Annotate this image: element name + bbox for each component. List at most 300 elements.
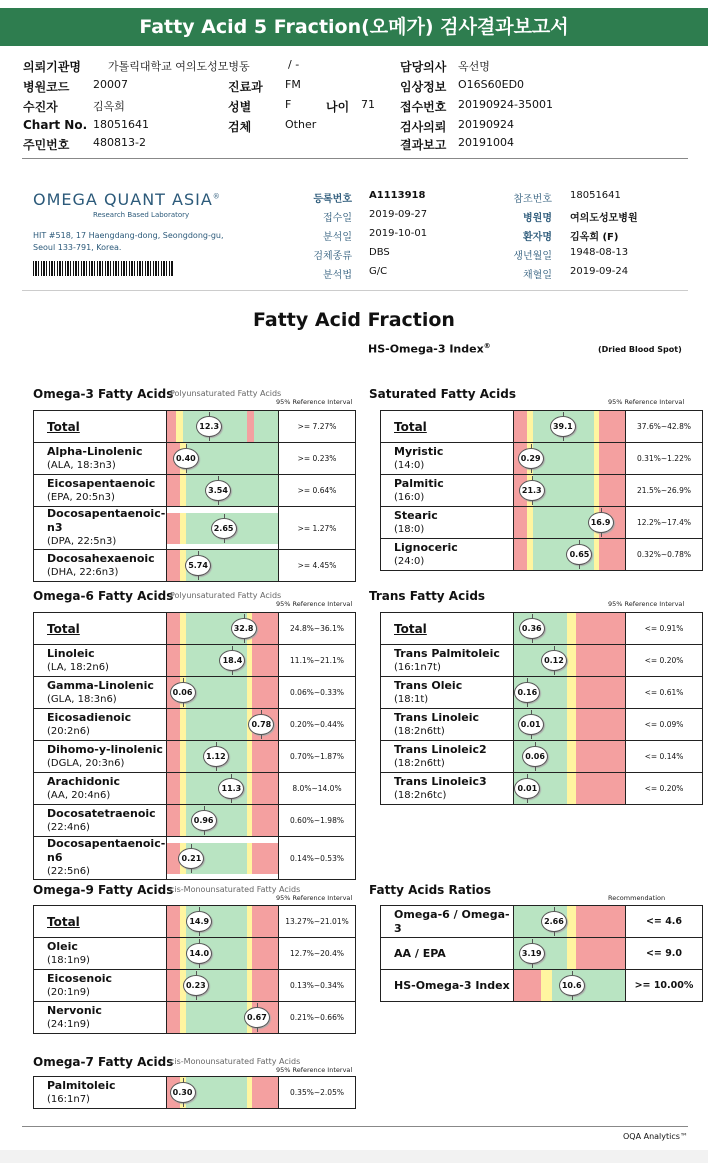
result-bar (514, 443, 626, 475)
meta-label: 채혈일 (523, 270, 552, 281)
result-name-text: Nervonic (47, 1003, 102, 1017)
value-marker: 14.0 (186, 943, 212, 964)
reference-range: 0.60%~1.98% (279, 805, 356, 837)
bar-band-red (167, 613, 180, 644)
bar-band-red (167, 938, 180, 969)
result-sub: (AA, 20:4n6) (47, 789, 111, 801)
meta-label: 등록번호 (313, 194, 352, 205)
result-name-text: Total (394, 621, 427, 636)
result-sub: (16:1n7) (47, 1093, 90, 1105)
bar-track (514, 539, 625, 570)
meta-value: 김옥희 (F) (570, 232, 619, 243)
result-row (34, 475, 356, 507)
panel-table (33, 612, 356, 880)
result-name (381, 677, 514, 709)
value-marker: 39.1 (550, 416, 576, 437)
ref-interval-label: 95% Reference Interval (608, 600, 685, 608)
bar-track (167, 773, 278, 804)
divider (22, 290, 688, 291)
result-bar (167, 938, 279, 970)
result-bar (514, 677, 626, 709)
bar-band-red (252, 970, 278, 1001)
value-marker: 0.23 (183, 975, 209, 996)
meta-value: 2019-09-27 (369, 209, 428, 220)
value-marker: 0.65 (566, 544, 592, 565)
result-bar (167, 709, 279, 741)
result-bar (167, 1002, 279, 1034)
bar-band-yellow (567, 613, 576, 644)
result-name (381, 938, 514, 970)
result-name-text: Docosahexaenoic (47, 551, 155, 565)
lab-name: OMEGA QUANT ASIA (33, 190, 213, 209)
bar-track (514, 970, 625, 1001)
footer-brand: OQA Analytics™ (623, 1132, 688, 1141)
result-bar (514, 970, 626, 1002)
bar-track (514, 938, 625, 969)
result-row (381, 970, 703, 1002)
meta-label: 참조번호 (513, 194, 552, 205)
result-row (381, 938, 703, 970)
result-name-text: Docosapentaenoic-n3 (47, 507, 166, 534)
lab-tagline: Research Based Laboratory (93, 211, 190, 219)
bar-band-red (576, 645, 625, 676)
bar-band-yellow (567, 906, 576, 937)
patient-value: 김옥희 (93, 100, 125, 113)
panel-title: Trans Fatty Acids (369, 589, 486, 603)
value-marker: 11.3 (218, 778, 244, 799)
value-marker: 0.12 (541, 650, 567, 671)
bar-track (514, 773, 625, 804)
result-sub: (DPA, 22:5n3) (47, 536, 117, 547)
reference-range: >= 1.27% (279, 507, 356, 550)
patient-label: 진료과 (228, 80, 263, 94)
result-bar (167, 677, 279, 709)
bar-band-green (186, 1002, 247, 1033)
reference-range: 37.6%~42.8% (626, 411, 703, 443)
value-marker: 3.19 (519, 943, 545, 964)
result-name (381, 906, 514, 938)
patient-label: 성별 (228, 100, 252, 114)
patient-value: Other (285, 118, 317, 131)
reference-range: 21.5%~26.9% (626, 475, 703, 507)
patient-label: 접수번호 (400, 100, 447, 114)
result-name-text: Omega-6 / Omega-3 (394, 907, 510, 935)
ref-interval-label: Recommendation (608, 894, 666, 902)
result-sub: (18:1n9) (47, 954, 90, 966)
result-name (34, 411, 167, 443)
result-name-text: Gamma-Linolenic (47, 678, 154, 692)
panel-table (380, 410, 703, 571)
bar-band-red (167, 645, 180, 676)
result-sub: (GLA, 18:3n6) (47, 693, 117, 705)
patient-value: F (285, 98, 292, 111)
lab-address-2: Seoul 133-791, Korea. (33, 243, 122, 252)
bar-band-red (252, 805, 278, 836)
bar-band-red (576, 677, 625, 708)
reference-range: 11.1%~21.1% (279, 645, 356, 677)
result-row (34, 1002, 356, 1034)
result-bar (167, 550, 279, 582)
value-marker: 0.01 (514, 778, 540, 799)
value-marker: 0.06 (522, 746, 548, 767)
patient-value: / - (288, 58, 300, 71)
index-label-text: HS-Omega-3 Index (368, 342, 484, 356)
value-marker: 0.16 (514, 682, 540, 703)
result-name-text: Dihomo-y-linolenic (47, 742, 163, 756)
reference-range: 0.20%~0.44% (279, 709, 356, 741)
patient-value: O16S60ED0 (458, 78, 525, 91)
panel-title: Fatty Acids Ratios (369, 883, 492, 897)
divider (22, 158, 688, 159)
result-row (381, 475, 703, 507)
result-sub: (18:2n6tc) (394, 789, 447, 801)
result-name (34, 1002, 167, 1034)
reference-range: <= 0.91% (626, 613, 703, 645)
meta-label: 분석법 (323, 270, 352, 281)
patient-value: 옥선명 (458, 60, 490, 73)
result-name-text: Trans Linoleic (394, 710, 480, 724)
bar-band-red (252, 645, 278, 676)
bar-band-yellow (176, 411, 183, 442)
bar-band-red (514, 411, 527, 442)
result-name-text: Myristic (394, 444, 444, 458)
result-name-text: Lignoceric (394, 540, 458, 554)
result-row (34, 805, 356, 837)
meta-label: 검체종류 (313, 251, 352, 262)
result-row (381, 709, 703, 741)
patient-label: 주민번호 (23, 138, 70, 152)
bar-track (167, 513, 278, 544)
meta-value: 여의도성모병원 (570, 213, 638, 224)
result-name-text: Palmitoleic (47, 1078, 116, 1092)
result-bar (167, 906, 279, 938)
result-bar (167, 645, 279, 677)
result-name-text: Total (47, 621, 80, 636)
value-marker: 12.3 (196, 416, 222, 437)
patient-label: 병원코드 (23, 80, 70, 94)
reference-range: 0.21%~0.66% (279, 1002, 356, 1034)
panel-table (380, 905, 703, 1002)
result-name (381, 411, 514, 443)
result-name-text: Trans Palmitoleic (394, 646, 500, 660)
result-row (34, 970, 356, 1002)
result-bar (514, 741, 626, 773)
result-bar (167, 443, 279, 475)
result-bar (167, 773, 279, 805)
bar-track (167, 1002, 278, 1033)
patient-label: 결과보고 (400, 138, 447, 152)
result-sub: (LA, 18:2n6) (47, 661, 109, 673)
result-bar (514, 507, 626, 539)
result-name (34, 677, 167, 709)
result-bar (514, 645, 626, 677)
ref-interval-label: 95% Reference Interval (276, 1066, 353, 1074)
panel-title: Omega-7 Fatty Acids (33, 1055, 174, 1069)
value-marker: 0.67 (244, 1007, 270, 1028)
result-name (34, 613, 167, 645)
result-bar (514, 906, 626, 938)
result-row (381, 411, 703, 443)
bar-band-red (599, 475, 625, 506)
value-marker: 0.96 (191, 810, 217, 831)
result-sub: (16:0) (394, 491, 425, 503)
bar-band-red (167, 411, 176, 442)
result-name-text: Trans Linoleic3 (394, 774, 487, 788)
result-sub: (18:1t) (394, 693, 429, 705)
bar-band-red (252, 843, 278, 874)
patient-label: 담당의사 (400, 60, 447, 74)
reference-range: >= 7.27% (279, 411, 356, 443)
result-name (381, 645, 514, 677)
report-title: Fatty Acid 5 Fraction(오메가) 검사결과보고서 (0, 8, 708, 46)
patient-label: 임상정보 (400, 80, 447, 94)
value-marker: 18.4 (219, 650, 245, 671)
reference-range: <= 0.14% (626, 741, 703, 773)
bar-band-red (167, 741, 180, 772)
result-bar (167, 1077, 279, 1109)
result-name (34, 837, 167, 880)
result-bar (514, 938, 626, 970)
result-sub: (16:1n7t) (394, 661, 441, 673)
bar-track (514, 475, 625, 506)
result-name-text: Arachidonic (47, 774, 121, 788)
panel-title: Omega-3 Fatty Acids (33, 387, 174, 401)
result-row (34, 411, 356, 443)
result-sub: (EPA, 20:5n3) (47, 491, 115, 503)
result-sub: (24:0) (394, 555, 425, 567)
result-name (34, 443, 167, 475)
bar-band-green (186, 475, 278, 506)
bar-band-red (599, 539, 625, 570)
index-reg-mark: ® (483, 342, 491, 350)
result-name-text: Linoleic (47, 646, 95, 660)
result-sub: (18:2n6tt) (394, 757, 445, 769)
result-row (34, 550, 356, 582)
bar-band-red (576, 613, 625, 644)
reference-range: 0.14%~0.53% (279, 837, 356, 880)
bar-band-red (252, 938, 278, 969)
patient-label: 검사의뢰 (400, 120, 447, 134)
bar-band-red (252, 906, 278, 937)
result-name (34, 906, 167, 938)
result-row (381, 507, 703, 539)
result-row (381, 741, 703, 773)
panel-subtitle: cis-Monounsaturated Fatty Acids (170, 885, 301, 894)
result-row (34, 906, 356, 938)
result-name-text: Total (47, 419, 80, 434)
result-name (381, 539, 514, 571)
ref-interval-label: 95% Reference Interval (276, 894, 353, 902)
result-name (34, 1077, 167, 1109)
patient-label: 수진자 (23, 100, 58, 114)
result-bar (167, 507, 279, 550)
bar-band-green (186, 443, 278, 474)
value-marker: 14.9 (186, 911, 212, 932)
result-name-text: Trans Oleic (394, 678, 463, 692)
result-name (381, 773, 514, 805)
index-label (368, 342, 491, 356)
result-row (381, 613, 703, 645)
bar-band-red (576, 938, 625, 969)
bar-track (167, 970, 278, 1001)
result-name-text: HS-Omega-3 Index (394, 978, 510, 992)
bar-band-red (514, 970, 541, 1001)
lab-logo (33, 190, 221, 209)
result-bar (514, 475, 626, 507)
bar-track (167, 805, 278, 836)
result-name (34, 507, 167, 550)
bar-band-red (252, 677, 278, 708)
result-row (381, 443, 703, 475)
value-marker: 21.3 (519, 480, 545, 501)
result-row (381, 677, 703, 709)
result-name (34, 805, 167, 837)
result-row (34, 938, 356, 970)
value-marker: 3.54 (205, 480, 231, 501)
sample-type: (Dried Blood Spot) (598, 345, 682, 354)
bar-band-yellow (567, 741, 576, 772)
bar-band-green (533, 507, 594, 538)
bar-track (167, 709, 278, 740)
result-name-text: Eicosadienoic (47, 710, 132, 724)
value-marker: 0.06 (170, 682, 196, 703)
result-name (381, 443, 514, 475)
bar-band-red (167, 906, 180, 937)
value-marker: 2.65 (211, 518, 237, 539)
result-row (34, 613, 356, 645)
value-marker: 1.12 (203, 746, 229, 767)
bar-track (167, 645, 278, 676)
value-marker: 0.21 (178, 848, 204, 869)
bar-track (514, 507, 625, 538)
result-row (34, 443, 356, 475)
lab-reg-mark: ® (212, 192, 221, 201)
value-marker: 10.6 (559, 975, 585, 996)
bar-band-red (247, 411, 254, 442)
result-bar (167, 475, 279, 507)
meta-value: 1948-08-13 (570, 247, 629, 258)
reference-range: 0.13%~0.34% (279, 970, 356, 1002)
reference-range: <= 0.20% (626, 645, 703, 677)
bar-band-yellow (567, 773, 576, 804)
meta-value: 18051641 (570, 190, 621, 201)
result-sub: (24:1n9) (47, 1018, 90, 1030)
panel-table (380, 612, 703, 805)
patient-label: 검체 (228, 120, 252, 134)
bar-band-red (599, 411, 625, 442)
result-name-text: Docosapentaenoic-n6 (47, 837, 166, 864)
value-marker: 2.66 (541, 911, 567, 932)
bar-band-red (167, 709, 180, 740)
result-name-text: Alpha-Linolenic (47, 444, 143, 458)
result-name-text: Total (47, 914, 80, 929)
panel-table (33, 410, 356, 582)
barcode (33, 261, 173, 276)
result-name (381, 613, 514, 645)
panel-title: Omega-9 Fatty Acids (33, 883, 174, 897)
reference-range: 0.31%~1.22% (626, 443, 703, 475)
meta-value: DBS (369, 247, 390, 258)
bar-band-red (167, 475, 180, 506)
bar-track (167, 1077, 278, 1108)
reference-range: 8.0%~14.0% (279, 773, 356, 805)
ref-interval-label: 95% Reference Interval (276, 600, 353, 608)
result-name (34, 645, 167, 677)
meta-label: 생년월일 (513, 251, 552, 262)
result-name-text: Stearic (394, 508, 438, 522)
bar-band-red (252, 1077, 278, 1108)
result-name-text: Eicosenoic (47, 971, 113, 985)
result-bar (167, 805, 279, 837)
bar-band-red (167, 970, 180, 1001)
result-name (381, 475, 514, 507)
value-marker: 32.8 (231, 618, 257, 639)
reference-range: >= 0.64% (279, 475, 356, 507)
reference-range: <= 0.20% (626, 773, 703, 805)
patient-value: 20190924-35001 (458, 98, 553, 111)
bar-track (167, 613, 278, 644)
patient-value: 가톨릭대학교 여의도성모병동 (108, 60, 250, 73)
result-row (381, 773, 703, 805)
panel-table (33, 905, 356, 1034)
reference-range: 13.27%~21.01% (279, 906, 356, 938)
result-name-text: Eicosapentaenoic (47, 476, 156, 490)
result-name-text: Docosatetraenoic (47, 806, 156, 820)
meta-value: 2019-10-01 (369, 228, 428, 239)
bottom-strip (0, 1150, 708, 1163)
result-name-text: Oleic (47, 939, 78, 953)
ref-interval-label: 95% Reference Interval (276, 398, 353, 406)
result-name (34, 475, 167, 507)
result-row (34, 709, 356, 741)
reference-range: 0.32%~0.78% (626, 539, 703, 571)
reference-range: 0.70%~1.87% (279, 741, 356, 773)
patient-value: 480813-2 (93, 136, 146, 149)
result-name (34, 741, 167, 773)
result-row (34, 837, 356, 880)
bar-band-red (576, 709, 625, 740)
value-marker: 5.74 (185, 555, 211, 576)
bar-track (514, 443, 625, 474)
result-sub: (DGLA, 20:3n6) (47, 757, 125, 769)
bar-band-yellow (567, 709, 576, 740)
result-sub: (14:0) (394, 459, 425, 471)
result-name (381, 741, 514, 773)
bar-band-green (254, 411, 278, 442)
patient-value: 20007 (93, 78, 128, 91)
bar-track (167, 443, 278, 474)
bar-track (514, 411, 625, 442)
divider (22, 1126, 688, 1127)
reference-range: <= 0.09% (626, 709, 703, 741)
result-sub: (18:0) (394, 523, 425, 535)
bar-band-yellow (541, 970, 552, 1001)
patient-value: 20190924 (458, 118, 514, 131)
panel-title: Saturated Fatty Acids (369, 387, 516, 401)
fraction-title: Fatty Acid Fraction (253, 309, 455, 331)
result-row (34, 1077, 356, 1109)
bar-band-red (514, 539, 527, 570)
result-name (381, 970, 514, 1002)
result-sub: (18:2n6tt) (394, 725, 445, 737)
bar-band-red (514, 507, 527, 538)
panel-title: Omega-6 Fatty Acids (33, 589, 174, 603)
value-marker: 0.36 (519, 618, 545, 639)
bar-band-red (167, 513, 180, 544)
reference-range: >= 4.45% (279, 550, 356, 582)
lab-address-1: HIT #518, 17 Haengdang-dong, Seongdong-gu, (33, 231, 224, 240)
result-name (381, 709, 514, 741)
